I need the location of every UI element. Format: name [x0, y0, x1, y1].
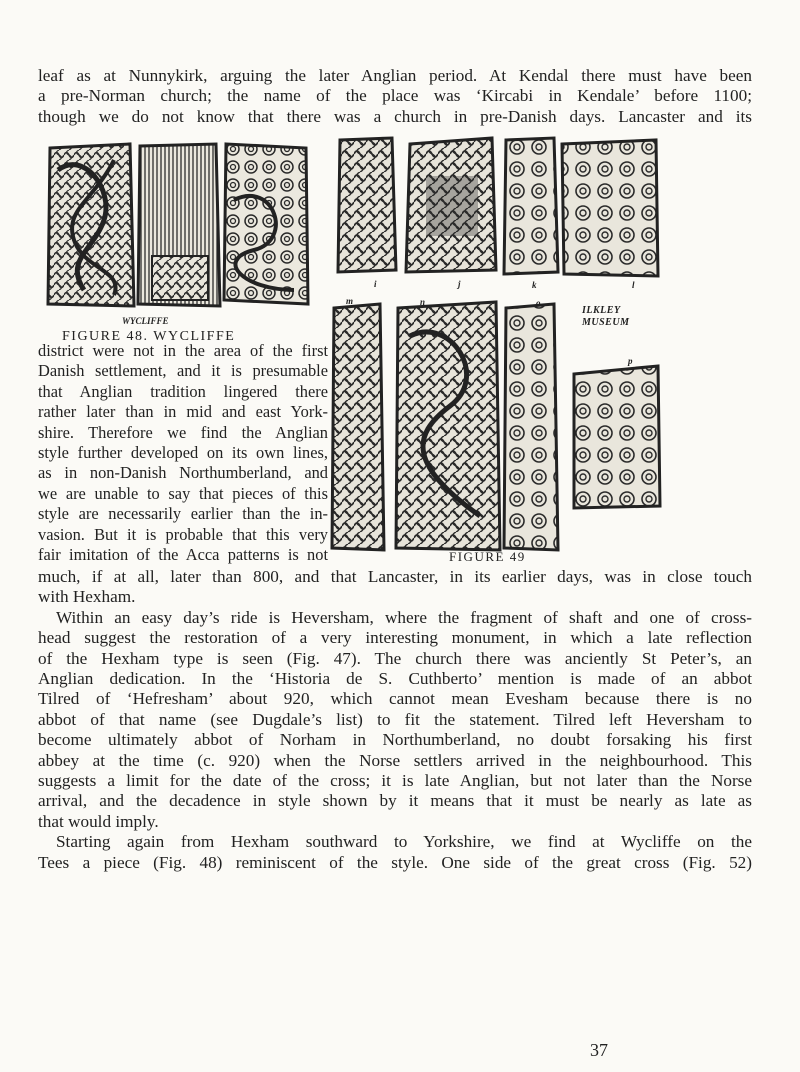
body-line: with Hexham.	[38, 587, 136, 607]
figure-49-letter: n	[420, 297, 426, 307]
figure-49-letter: p	[628, 356, 633, 366]
column-line: as in non-Danish Northumberland, and	[38, 463, 328, 483]
figure-49-label: ILKLEY MUSEUM	[582, 305, 630, 328]
body-line: head suggest the restoration of a very interesting monument, in which a late reflection	[38, 628, 752, 648]
figure-49-letter: l	[632, 280, 635, 290]
intro-paragraph	[38, 66, 752, 127]
body-line: Tilred of ‘Hefresham’ about 920, which cannot mean Evesham because there is no	[38, 689, 752, 709]
body-line: Starting again from Hexham southward to Yorkshire, we find at Wycliffe on the	[56, 832, 752, 852]
figure-48-image	[44, 140, 312, 312]
column-line: shire. Therefore we find the Anglian	[38, 422, 328, 442]
figure-48-caption: FIGURE 48. WYCLIFFE	[62, 329, 236, 344]
column-line: district were not in the area of the first	[38, 341, 328, 360]
figure-49-letter: j	[458, 279, 461, 289]
column-line: style are necessarily earlier than the in-	[38, 504, 328, 524]
body-line: arrival, and the decadence in style shown by it means that it must be nearly as late as	[38, 791, 752, 811]
figure-49-image	[330, 136, 662, 552]
column-line: fair imitation of the Acca patterns is not	[38, 545, 328, 565]
column-line: rather later than in mid and east York-	[38, 402, 328, 422]
body-line: Within an easy day’s ride is Heversham, where the fragment of shaft and one of cross-	[56, 607, 752, 627]
column-line: we are unable to say that pieces of this	[38, 483, 328, 503]
intro-line: though we do not know that there was a church in pre-Danish days. Lancaster and its	[38, 106, 752, 126]
body-line: become ultimately abbot of Norham in Northumberland, no doubt forsaking his first	[38, 730, 752, 750]
page-number: 37	[590, 1040, 608, 1060]
body-line: abbot of that name (see Dugdale’s list) to fit the statement. Tilred left Heversham to	[38, 709, 752, 729]
intro-line: leaf as at Nunnykirk, arguing the later Anglian period. At Kendal there must have been	[38, 66, 752, 85]
column-line: that Anglian tradition lingered there	[38, 381, 328, 401]
figure-49-letter: i	[374, 279, 377, 289]
column-line: vasion. But it is probable that this very	[38, 524, 328, 544]
column-paragraph	[38, 341, 328, 565]
figure-49-letter: k	[532, 280, 537, 290]
body-paragraph	[38, 567, 752, 873]
body-line: Tees a piece (Fig. 48) reminiscent of the style. One side of the great cross (Fig. 52)	[38, 852, 752, 872]
figure-49-letter: o	[536, 298, 541, 308]
body-line: abbey at the time (c. 920) when the Norse settlers arrived in the neighbourhood. This	[38, 750, 752, 770]
body-line: of the Hexham type is seen (Fig. 47). The church there was anciently St Peter’s, an	[38, 648, 752, 668]
figure-48-label: WYCLIFFE	[122, 316, 169, 326]
column-line: style further developed on its own lines,	[38, 443, 328, 463]
figure-49-letter: m	[346, 296, 354, 306]
body-line: suggests a limit for the date of the cross; it is late Anglian, but not later than the Norse	[38, 771, 752, 791]
body-line: Anglian dedication. In the ‘Historia de S. Cuthberto’ mention is made of an abbot	[38, 669, 752, 689]
column-line: Danish settlement, and it is presumable	[38, 361, 328, 381]
figure-49-caption: FIGURE 49	[449, 549, 526, 564]
intro-line: a pre-Norman church; the name of the place was ‘Kircabi in Kendale’ before 1100;	[38, 86, 752, 106]
body-line: much, if at all, later than 800, and that Lancaster, in its earlier days, was in close touch	[38, 567, 752, 586]
body-line: that would imply.	[38, 811, 159, 831]
